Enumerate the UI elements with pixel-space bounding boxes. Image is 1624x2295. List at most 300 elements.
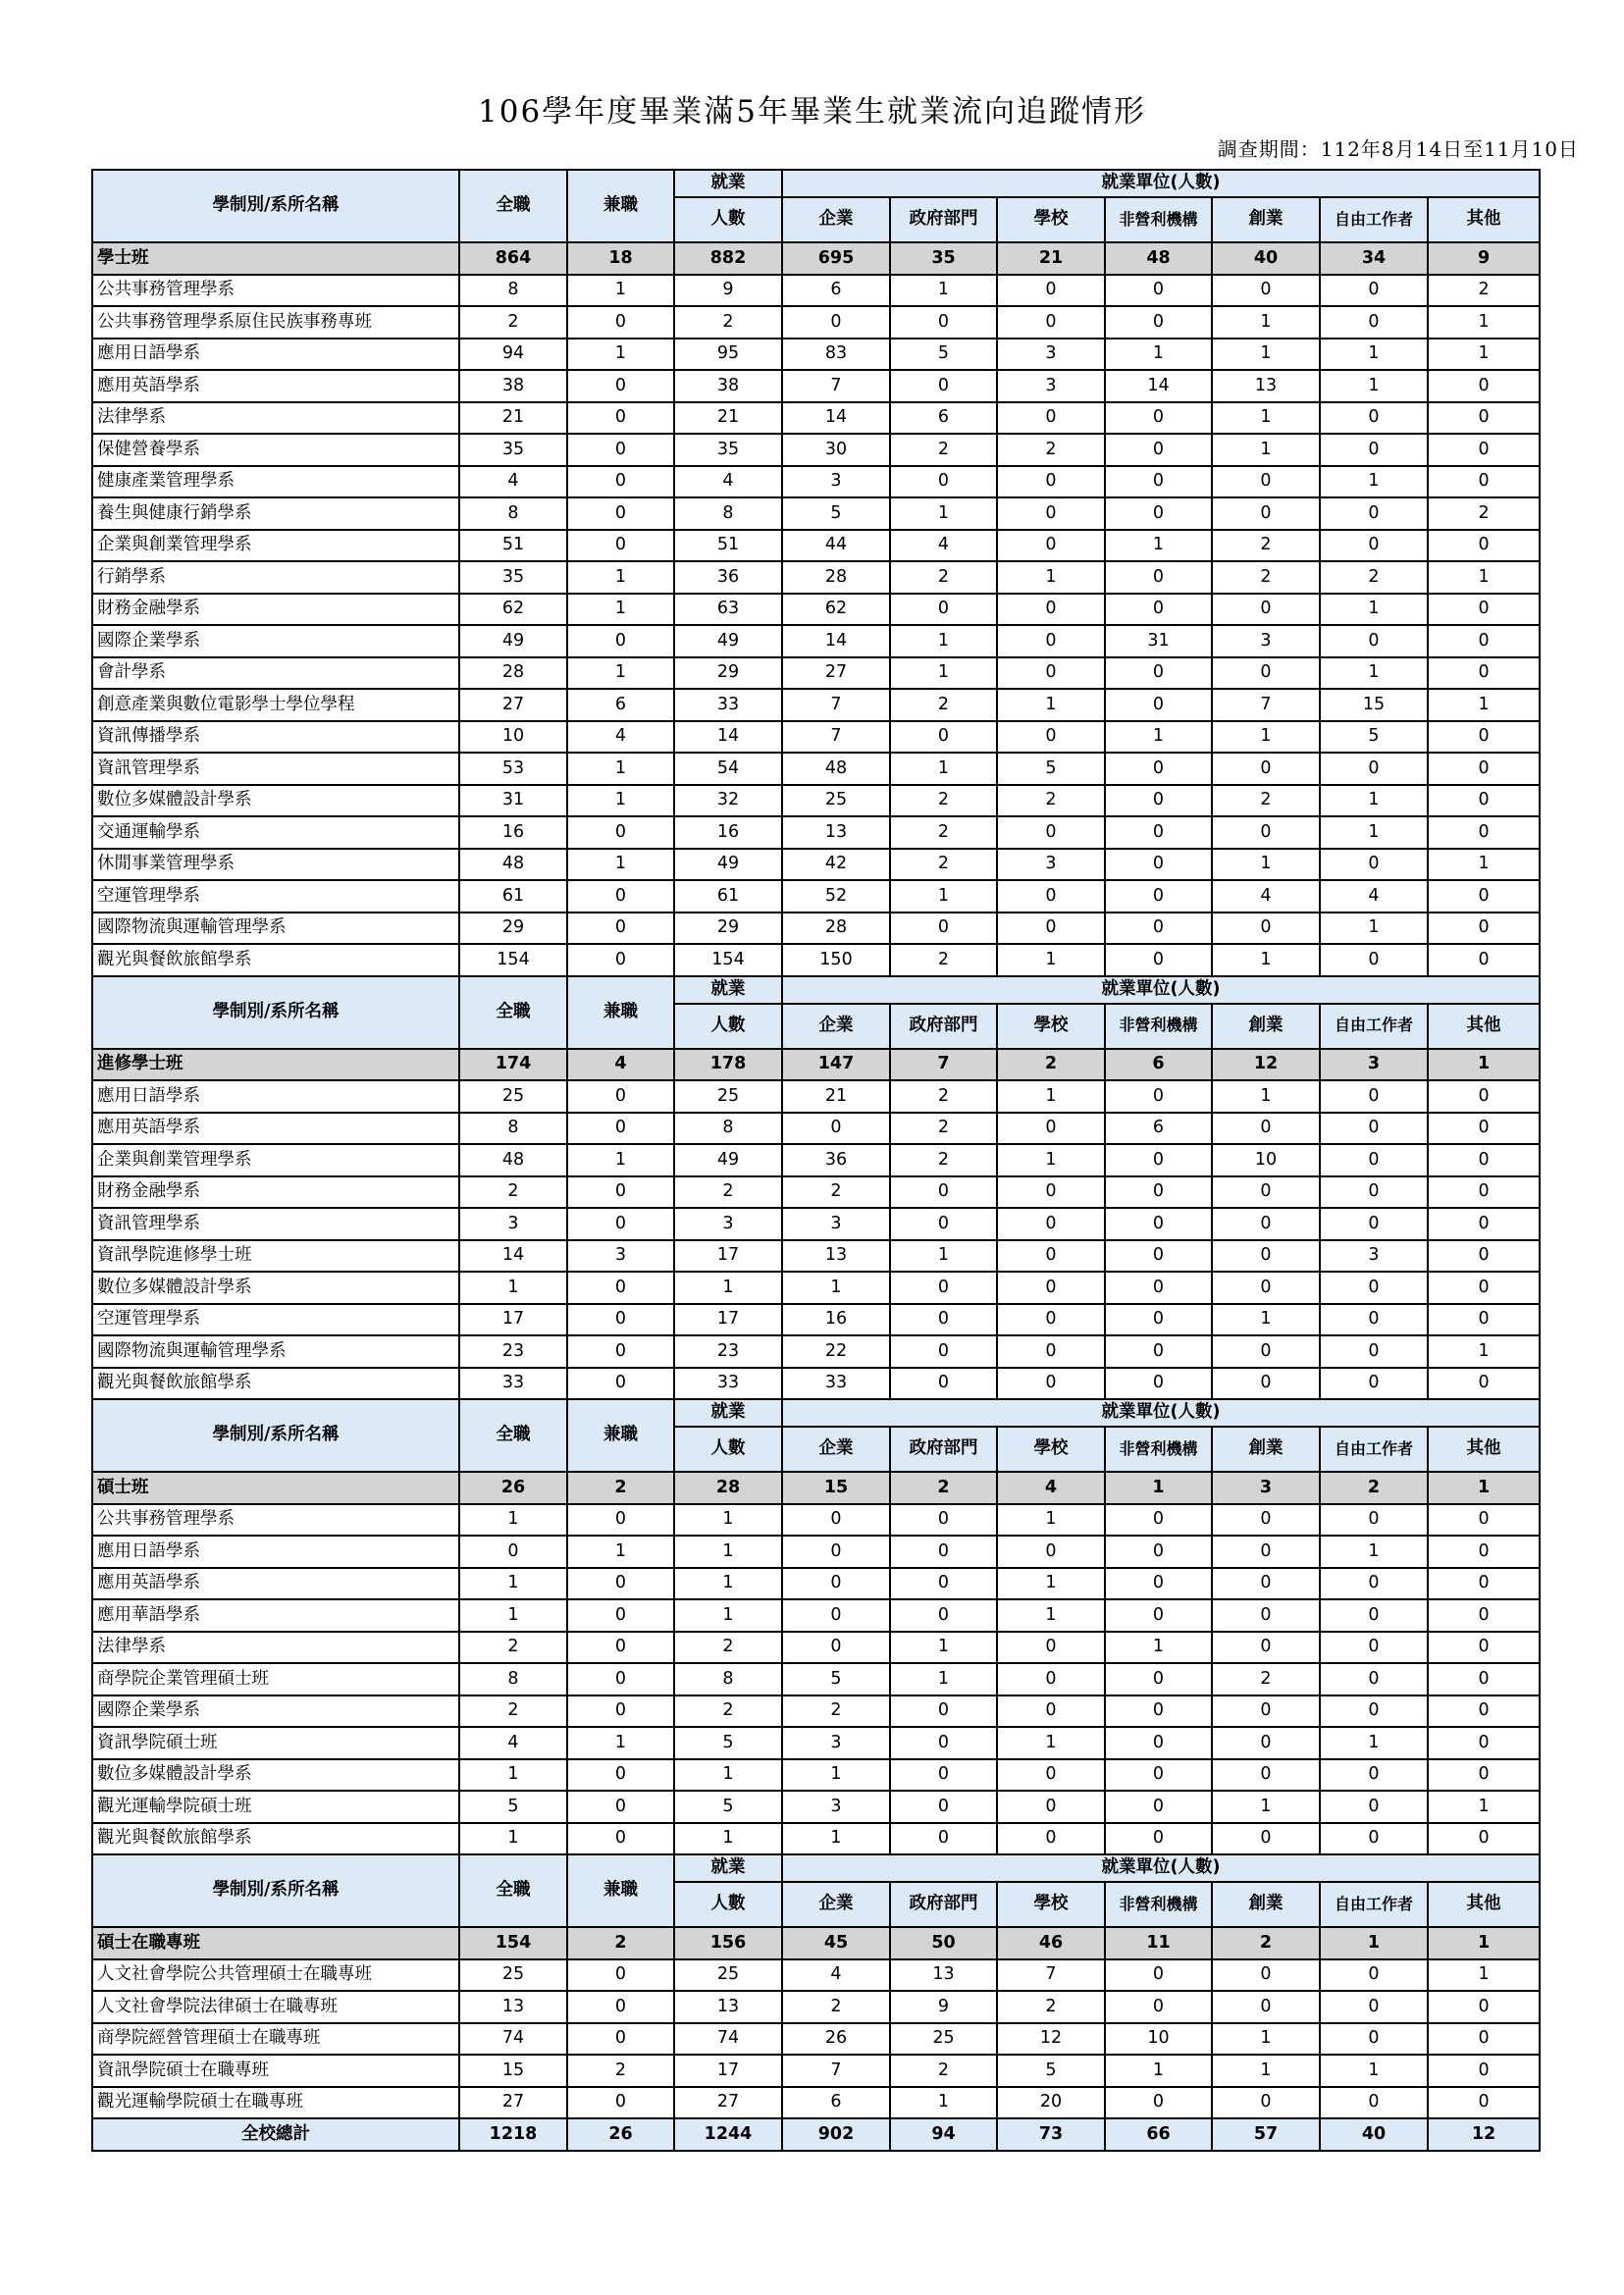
cell-value: 2 <box>459 1176 567 1209</box>
cell-value: 0 <box>1320 402 1428 435</box>
cell-value: 1 <box>567 561 674 594</box>
cell-value: 5 <box>459 1791 567 1823</box>
cell-value: 74 <box>674 2023 782 2056</box>
cell-value: 0 <box>1428 1991 1540 2023</box>
cell-value: 25 <box>674 1959 782 1992</box>
cell-value: 4 <box>782 1959 890 1992</box>
table-row <box>92 1504 1540 1537</box>
cell-value: 0 <box>1212 1632 1320 1664</box>
cell-value: 1 <box>459 1568 567 1600</box>
cell-value: 0 <box>1428 816 1540 849</box>
cell-value: 0 <box>1428 2055 1540 2087</box>
table-row <box>92 1240 1540 1273</box>
cell-value: 0 <box>567 1759 674 1792</box>
cell-value: 63 <box>674 594 782 626</box>
cell-value: 0 <box>1320 1599 1428 1632</box>
cell-value: 2 <box>890 2055 997 2087</box>
cell-value: 0 <box>1428 434 1540 466</box>
cell-value: 1 <box>1212 1080 1320 1113</box>
cell-value: 0 <box>567 1113 674 1145</box>
cell-value: 1 <box>674 1272 782 1304</box>
cell-value: 2 <box>890 816 997 849</box>
cell-value: 0 <box>1320 1144 1428 1176</box>
cell-value: 38 <box>459 370 567 402</box>
column-header-unit: 其他 <box>1428 1882 1540 1927</box>
column-header-employed-count: 人數 <box>674 1882 782 1927</box>
cell-value: 2 <box>782 1991 890 2023</box>
row-label: 國際物流與運輸管理學系 <box>92 913 459 945</box>
cell-value: 0 <box>1428 1663 1540 1695</box>
cell-value: 0 <box>1428 753 1540 785</box>
cell-value: 14 <box>782 402 890 435</box>
row-label: 碩士在職專班 <box>92 1927 459 1959</box>
table-row <box>92 339 1540 371</box>
cell-value: 5 <box>674 1791 782 1823</box>
header-row <box>92 1854 1540 1882</box>
cell-value: 0 <box>1212 466 1320 498</box>
cell-value: 3 <box>1212 625 1320 657</box>
cell-value: 0 <box>1212 275 1320 307</box>
cell-value: 0 <box>1428 2087 1540 2119</box>
cell-value: 1 <box>459 1599 567 1632</box>
cell-value: 1 <box>1428 1791 1540 1823</box>
row-label: 觀光運輸學院碩士在職專班 <box>92 2087 459 2119</box>
cell-value: 0 <box>567 1663 674 1695</box>
cell-value: 0 <box>997 402 1105 435</box>
cell-value: 0 <box>890 1759 997 1792</box>
cell-value: 61 <box>674 880 782 913</box>
cell-value: 0 <box>1212 1335 1320 1368</box>
column-header-units-group: 就業單位(人數) <box>782 976 1540 1004</box>
cell-value: 33 <box>674 1368 782 1400</box>
cell-value: 1 <box>890 1240 997 1273</box>
column-header-parttime: 兼職 <box>567 170 674 242</box>
column-header-unit: 非營利機構 <box>1105 1882 1212 1927</box>
row-label: 空運管理學系 <box>92 1304 459 1336</box>
cell-value: 5 <box>997 2055 1105 2087</box>
cell-value: 1 <box>459 1504 567 1537</box>
cell-value: 13 <box>782 816 890 849</box>
cell-value: 154 <box>674 944 782 976</box>
table-row <box>92 1208 1540 1240</box>
cell-value: 74 <box>459 2023 567 2056</box>
column-header-fulltime: 全職 <box>459 1399 567 1472</box>
cell-value: 0 <box>1320 434 1428 466</box>
cell-value: 0 <box>1105 1599 1212 1632</box>
cell-value: 0 <box>890 1208 997 1240</box>
cell-value: 9 <box>1428 242 1540 275</box>
cell-value: 2 <box>567 2055 674 2087</box>
cell-value: 0 <box>890 370 997 402</box>
cell-value: 1 <box>674 1823 782 1855</box>
row-label: 企業與創業管理學系 <box>92 530 459 562</box>
cell-value: 0 <box>1212 594 1320 626</box>
cell-value: 0 <box>782 1599 890 1632</box>
column-header-unit: 自由工作者 <box>1320 1882 1428 1927</box>
cell-value: 53 <box>459 753 567 785</box>
row-label: 創意產業與數位電影學士學位學程 <box>92 689 459 721</box>
cell-value: 0 <box>1105 1791 1212 1823</box>
cell-value: 0 <box>1428 1536 1540 1568</box>
cell-value: 0 <box>1428 1176 1540 1209</box>
row-label: 商學院經營管理碩士在職專班 <box>92 2023 459 2056</box>
cell-value: 0 <box>997 1113 1105 1145</box>
column-header-employed-count: 人數 <box>674 197 782 242</box>
cell-value: 2 <box>782 1695 890 1728</box>
cell-value: 0 <box>1105 1335 1212 1368</box>
cell-value: 1 <box>1428 1959 1540 1992</box>
cell-value: 8 <box>459 1663 567 1695</box>
cell-value: 2 <box>997 434 1105 466</box>
cell-value: 0 <box>567 1823 674 1855</box>
cell-value: 15 <box>1320 689 1428 721</box>
row-label: 人文社會學院法律碩士在職專班 <box>92 1991 459 2023</box>
cell-value: 156 <box>674 1927 782 1959</box>
column-header-unit: 非營利機構 <box>1105 1004 1212 1049</box>
cell-value: 0 <box>1105 1959 1212 1992</box>
column-header-unit: 企業 <box>782 1427 890 1472</box>
row-label: 法律學系 <box>92 1632 459 1664</box>
cell-value: 0 <box>1320 1208 1428 1240</box>
cell-value: 1 <box>1428 561 1540 594</box>
column-header-unit: 創業 <box>1212 1004 1320 1049</box>
cell-value: 2 <box>567 1472 674 1504</box>
cell-value: 0 <box>890 1727 997 1759</box>
cell-value: 0 <box>567 625 674 657</box>
column-header-name: 學制別/系所名稱 <box>92 976 459 1049</box>
cell-value: 1 <box>1428 1049 1540 1081</box>
header-row <box>92 976 1540 1004</box>
cell-value: 5 <box>890 339 997 371</box>
cell-value: 0 <box>997 275 1105 307</box>
cell-value: 28 <box>782 913 890 945</box>
cell-value: 1 <box>782 1759 890 1792</box>
cell-value: 48 <box>459 1144 567 1176</box>
cell-value: 0 <box>997 1663 1105 1695</box>
table-row <box>92 1959 1540 1992</box>
cell-value: 18 <box>567 242 674 275</box>
cell-value: 0 <box>1105 2087 1212 2119</box>
cell-value: 0 <box>890 1504 997 1537</box>
cell-value: 42 <box>782 849 890 881</box>
cell-value: 2 <box>1428 275 1540 307</box>
cell-value: 0 <box>997 721 1105 754</box>
cell-value: 48 <box>782 753 890 785</box>
row-label: 商學院企業管理碩士班 <box>92 1663 459 1695</box>
row-label: 財務金融學系 <box>92 1176 459 1209</box>
cell-value: 0 <box>997 657 1105 690</box>
cell-value: 0 <box>997 625 1105 657</box>
cell-value: 0 <box>1105 1176 1212 1209</box>
cell-value: 3 <box>1320 1240 1428 1273</box>
cell-value: 0 <box>1320 497 1428 530</box>
cell-value: 0 <box>890 913 997 945</box>
cell-value: 1 <box>890 880 997 913</box>
cell-value: 0 <box>567 370 674 402</box>
table-row <box>92 1991 1540 2023</box>
cell-value: 2 <box>890 1472 997 1504</box>
row-label: 企業與創業管理學系 <box>92 1144 459 1176</box>
cell-value: 0 <box>1212 816 1320 849</box>
cell-value: 3 <box>997 339 1105 371</box>
row-label: 法律學系 <box>92 402 459 435</box>
cell-value: 0 <box>1320 1991 1428 2023</box>
cell-value: 2 <box>674 1176 782 1209</box>
cell-value: 4 <box>1320 880 1428 913</box>
cell-value: 1 <box>1212 339 1320 371</box>
cell-value: 2 <box>1428 497 1540 530</box>
row-label: 人文社會學院公共管理碩士在職專班 <box>92 1959 459 1992</box>
cell-value: 1 <box>1105 721 1212 754</box>
cell-value: 0 <box>997 306 1105 339</box>
cell-value: 0 <box>890 1176 997 1209</box>
column-header-fulltime: 全職 <box>459 1854 567 1927</box>
cell-value: 0 <box>1428 594 1540 626</box>
row-label: 資訊學院碩士班 <box>92 1727 459 1759</box>
cell-value: 8 <box>674 1663 782 1695</box>
cell-value: 23 <box>674 1335 782 1368</box>
table-row <box>92 1759 1540 1792</box>
cell-value: 35 <box>674 434 782 466</box>
cell-value: 0 <box>1212 1823 1320 1855</box>
cell-value: 73 <box>997 2118 1105 2151</box>
row-label: 資訊學院碩士在職專班 <box>92 2055 459 2087</box>
table-row <box>92 1304 1540 1336</box>
cell-value: 3 <box>1212 1472 1320 1504</box>
cell-value: 32 <box>674 785 782 817</box>
cell-value: 0 <box>567 1080 674 1113</box>
cell-value: 1 <box>997 1568 1105 1600</box>
table-row <box>92 1080 1540 1113</box>
cell-value: 0 <box>890 1368 997 1400</box>
cell-value: 46 <box>997 1927 1105 1959</box>
row-label: 應用英語學系 <box>92 1113 459 1145</box>
cell-value: 1 <box>1320 816 1428 849</box>
column-header-employed-count: 人數 <box>674 1427 782 1472</box>
cell-value: 0 <box>567 466 674 498</box>
cell-value: 0 <box>567 913 674 945</box>
cell-value: 13 <box>459 1991 567 2023</box>
cell-value: 1 <box>459 1272 567 1304</box>
cell-value: 0 <box>1320 1759 1428 1792</box>
cell-value: 1 <box>890 753 997 785</box>
cell-value: 1 <box>1212 944 1320 976</box>
cell-value: 1 <box>567 1536 674 1568</box>
cell-value: 0 <box>567 1959 674 1992</box>
column-header-unit: 學校 <box>997 197 1105 242</box>
cell-value: 0 <box>1105 1272 1212 1304</box>
cell-value: 0 <box>1212 1504 1320 1537</box>
cell-value: 7 <box>782 2055 890 2087</box>
cell-value: 26 <box>459 1472 567 1504</box>
cell-value: 0 <box>1105 1304 1212 1336</box>
cell-value: 1 <box>674 1759 782 1792</box>
cell-value: 3 <box>567 1240 674 1273</box>
cell-value: 0 <box>1320 1176 1428 1209</box>
cell-value: 8 <box>459 275 567 307</box>
cell-value: 0 <box>997 530 1105 562</box>
cell-value: 66 <box>1105 2118 1212 2151</box>
cell-value: 0 <box>890 1568 997 1600</box>
cell-value: 25 <box>674 1080 782 1113</box>
cell-value: 0 <box>1105 275 1212 307</box>
column-header-employed-count: 人數 <box>674 1004 782 1049</box>
cell-value: 2 <box>997 1991 1105 2023</box>
cell-value: 4 <box>567 721 674 754</box>
column-header-fulltime: 全職 <box>459 976 567 1049</box>
column-header-unit: 其他 <box>1428 197 1540 242</box>
cell-value: 23 <box>459 1335 567 1368</box>
cell-value: 0 <box>1105 1368 1212 1400</box>
column-header-unit: 非營利機構 <box>1105 197 1212 242</box>
cell-value: 31 <box>459 785 567 817</box>
table-row <box>92 753 1540 785</box>
cell-value: 0 <box>890 1536 997 1568</box>
cell-value: 25 <box>459 1080 567 1113</box>
table-row <box>92 275 1540 307</box>
row-label: 應用英語學系 <box>92 1568 459 1600</box>
cell-value: 10 <box>459 721 567 754</box>
cell-value: 0 <box>1105 849 1212 881</box>
cell-value: 0 <box>1428 785 1540 817</box>
cell-value: 0 <box>1428 1113 1540 1145</box>
cell-value: 50 <box>890 1927 997 1959</box>
table-row <box>92 497 1540 530</box>
column-header-parttime: 兼職 <box>567 1854 674 1927</box>
cell-value: 0 <box>567 944 674 976</box>
cell-value: 0 <box>890 1695 997 1728</box>
cell-value: 0 <box>1320 1368 1428 1400</box>
cell-value: 33 <box>782 1368 890 1400</box>
cell-value: 0 <box>997 816 1105 849</box>
table-row <box>92 1368 1540 1400</box>
cell-value: 0 <box>1428 657 1540 690</box>
page-title: 106學年度畢業滿5年畢業生就業流向追蹤情形 <box>478 94 1146 130</box>
cell-value: 0 <box>1320 2087 1428 2119</box>
table-row <box>92 2087 1540 2119</box>
cell-value: 1 <box>997 944 1105 976</box>
table-row <box>92 594 1540 626</box>
cell-value: 1 <box>1212 1791 1320 1823</box>
cell-value: 9 <box>674 275 782 307</box>
table-row <box>92 913 1540 945</box>
table-row <box>92 944 1540 976</box>
table-row <box>92 816 1540 849</box>
cell-value: 0 <box>1105 594 1212 626</box>
cell-value: 0 <box>782 306 890 339</box>
column-header-unit: 學校 <box>997 1882 1105 1927</box>
cell-value: 0 <box>567 434 674 466</box>
cell-value: 0 <box>1212 1695 1320 1728</box>
cell-value: 0 <box>890 306 997 339</box>
cell-value: 1 <box>1320 785 1428 817</box>
column-header-unit: 非營利機構 <box>1105 1427 1212 1472</box>
cell-value: 29 <box>459 913 567 945</box>
cell-value: 1 <box>1320 370 1428 402</box>
cell-value: 0 <box>997 1176 1105 1209</box>
cell-value: 0 <box>997 1695 1105 1728</box>
cell-value: 3 <box>782 1727 890 1759</box>
cell-value: 0 <box>1428 402 1540 435</box>
cell-value: 94 <box>890 2118 997 2151</box>
cell-value: 1 <box>1320 466 1428 498</box>
cell-value: 1 <box>567 1727 674 1759</box>
column-header-parttime: 兼職 <box>567 976 674 1049</box>
cell-value: 3 <box>782 466 890 498</box>
cell-value: 1 <box>1320 1536 1428 1568</box>
cell-value: 2 <box>1212 530 1320 562</box>
table-row <box>92 1727 1540 1759</box>
cell-value: 1 <box>567 785 674 817</box>
cell-value: 1 <box>674 1504 782 1537</box>
cell-value: 2 <box>674 306 782 339</box>
cell-value: 1 <box>674 1536 782 1568</box>
cell-value: 61 <box>459 880 567 913</box>
cell-value: 26 <box>567 2118 674 2151</box>
cell-value: 0 <box>1105 497 1212 530</box>
cell-value: 2 <box>890 1113 997 1145</box>
cell-value: 1 <box>997 1504 1105 1537</box>
table-row <box>92 1663 1540 1695</box>
cell-value: 51 <box>674 530 782 562</box>
cell-value: 94 <box>459 339 567 371</box>
column-header-employed: 就業 <box>674 170 782 197</box>
cell-value: 5 <box>782 1663 890 1695</box>
cell-value: 0 <box>1428 1823 1540 1855</box>
table-row <box>92 434 1540 466</box>
cell-value: 0 <box>1320 1823 1428 1855</box>
column-header-units-group: 就業單位(人數) <box>782 170 1540 197</box>
row-label: 公共事務管理學系 <box>92 275 459 307</box>
cell-value: 12 <box>997 2023 1105 2056</box>
cell-value: 0 <box>567 402 674 435</box>
cell-value: 1 <box>1105 339 1212 371</box>
cell-value: 0 <box>567 530 674 562</box>
cell-value: 1 <box>567 594 674 626</box>
table-row <box>92 1791 1540 1823</box>
cell-value: 0 <box>1320 1695 1428 1728</box>
cell-value: 0 <box>890 1599 997 1632</box>
cell-value: 1 <box>1212 2055 1320 2087</box>
cell-value: 2 <box>1212 1927 1320 1959</box>
cell-value: 0 <box>1105 1823 1212 1855</box>
table-row <box>92 785 1540 817</box>
section-summary-row <box>92 1049 1540 1081</box>
table-row <box>92 625 1540 657</box>
cell-value: 35 <box>459 434 567 466</box>
cell-value: 52 <box>782 880 890 913</box>
cell-value: 0 <box>567 2087 674 2119</box>
row-label: 養生與健康行銷學系 <box>92 497 459 530</box>
cell-value: 28 <box>674 1472 782 1504</box>
cell-value: 13 <box>890 1959 997 1992</box>
table-row <box>92 306 1540 339</box>
cell-value: 3 <box>674 1208 782 1240</box>
row-label: 行銷學系 <box>92 561 459 594</box>
cell-value: 0 <box>1320 1272 1428 1304</box>
cell-value: 1 <box>1105 1632 1212 1664</box>
cell-value: 8 <box>674 1113 782 1145</box>
cell-value: 20 <box>997 2087 1105 2119</box>
cell-value: 3 <box>782 1791 890 1823</box>
cell-value: 27 <box>459 689 567 721</box>
row-label: 全校總計 <box>92 2118 459 2151</box>
cell-value: 1 <box>1320 1927 1428 1959</box>
cell-value: 4 <box>674 466 782 498</box>
cell-value: 2 <box>890 561 997 594</box>
row-label: 健康產業管理學系 <box>92 466 459 498</box>
table-row <box>92 561 1540 594</box>
